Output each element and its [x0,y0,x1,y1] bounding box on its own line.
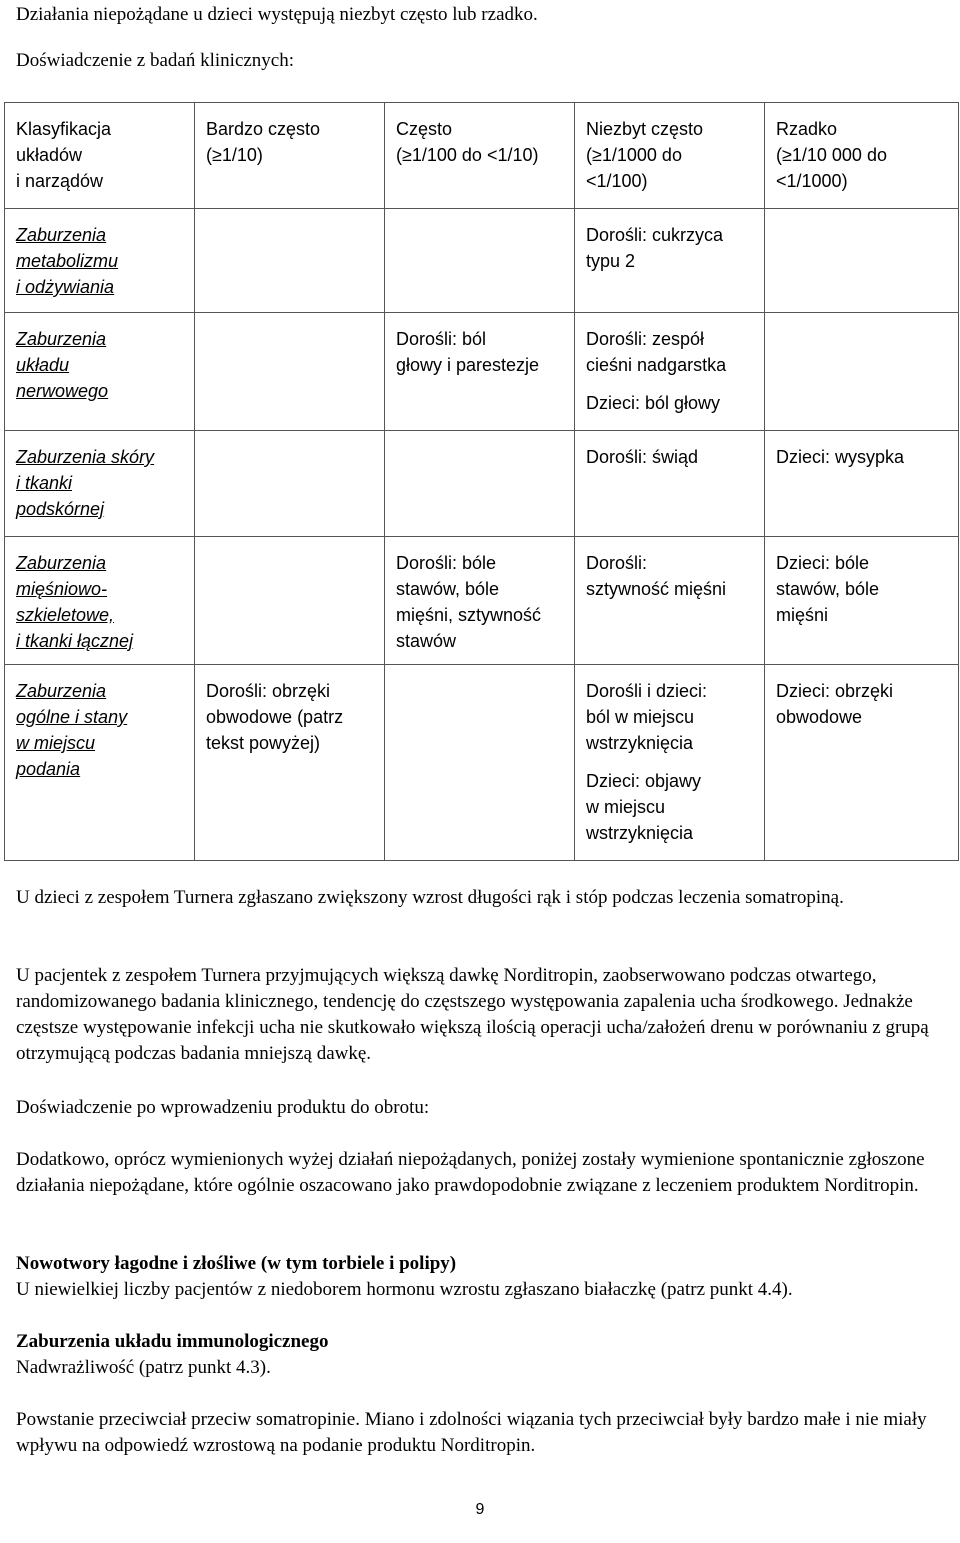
soc-cell: Zaburzenia układu nerwowego [5,313,195,431]
table-row [5,537,959,665]
neoplasms-heading: Nowotwory łagodne i złośliwe (w tym torbiele i polipy) [16,1253,457,1274]
rare-cell: Dzieci: bóle stawów, bóle mięśni [765,537,959,665]
common-cell: Dorośli: bóle stawów, bóle mięśni, sztywność stawów [385,537,575,665]
table-row [5,313,959,431]
very-common-cell [195,209,385,313]
very-common-cell [195,537,385,665]
adverse-reactions-table [4,102,959,861]
header-very-common: Bardzo często (≥1/10) [195,103,385,209]
common-cell [385,431,575,537]
common-cell: Dorośli: ból głowy i parestezje [385,313,575,431]
clinical-experience-heading: Doświadczenie z badań klinicznych: [16,50,295,71]
antibodies-paragraph: Powstanie przeciwciał przeciw somatropinie. Miano i zdolności wiązania tych przeciwciał były bardzo małe i nie miały wpływu na odpowiedź wzrostową na podanie produktu Norditropin. [16,1409,927,1456]
uncommon-cell: Dorośli: sztywność mięśni [575,537,765,665]
immune-text: Nadwrażliwość (patrz punkt 4.3). [16,1357,271,1378]
rare-cell: Dzieci: wysypka [765,431,959,537]
intro-text: Działania niepożądane u dzieci występują niezbyt często lub rzadko. [16,4,538,25]
uncommon-cell: Dorośli: zespół cieśni nadgarstka Dzieci: ból głowy [575,313,765,431]
common-cell [385,665,575,861]
header-common: Często (≥1/100 do <1/10) [385,103,575,209]
rare-cell: Dzieci: obrzęki obwodowe [765,665,959,861]
table-header-row [5,103,959,209]
soc-cell: Zaburzenia metabolizmu i odżywiania [5,209,195,313]
soc-cell: Zaburzenia ogólne i stany w miejscu podania [5,665,195,861]
table-row [5,431,959,537]
uncommon-cell: Dorośli i dzieci: ból w miejscu wstrzyknięcia Dzieci: objawy w miejscu wstrzyknięcia [575,665,765,861]
rare-cell [765,313,959,431]
immune-heading: Zaburzenia układu immunologicznego [16,1331,329,1352]
uncommon-cell: Dorośli: cukrzyca typu 2 [575,209,765,313]
table-row [5,665,959,861]
rare-cell [765,209,959,313]
header-rare: Rzadko (≥1/10 000 do <1/1000) [765,103,959,209]
very-common-cell [195,431,385,537]
soc-cell: Zaburzenia skóry i tkanki podskórnej [5,431,195,537]
very-common-cell: Dorośli: obrzęki obwodowe (patrz tekst powyżej) [195,665,385,861]
page-number: 9 [475,1501,485,1518]
postmarketing-heading: Doświadczenie po wprowadzeniu produktu do obrotu: [16,1097,430,1118]
turner-growth-paragraph: U dzieci z zespołem Turnera zgłaszano zwiększony wzrost długości rąk i stóp podczas leczenia somatropiną. [16,887,844,908]
soc-cell: Zaburzenia mięśniowo- szkieletowe, i tkanki łącznej [5,537,195,665]
common-cell [385,209,575,313]
neoplasms-text: U niewielkiej liczby pacjentów z niedoborem hormonu wzrostu zgłaszano białaczkę (patrz punkt 4.4). [16,1279,793,1300]
postmarketing-intro: Dodatkowo, oprócz wymienionych wyżej działań niepożądanych, poniżej zostały wymienione spontanicznie zgłoszone działania niepożądane, które ogólnie oszacowano jako prawdopodobnie związane z leczeniem produktem Norditropin. [16,1149,925,1196]
table-row [5,209,959,313]
uncommon-cell: Dorośli: świąd [575,431,765,537]
header-soc: Klasyfikacja układów i narządów [5,103,195,209]
header-uncommon: Niezbyt często (≥1/1000 do <1/100) [575,103,765,209]
very-common-cell [195,313,385,431]
turner-otitis-paragraph: U pacjentek z zespołem Turnera przyjmujących większą dawkę Norditropin, zaobserwowano podczas otwartego, randomizowanego badania klinicznego, tendencję do częstszego występowania zapalenia ucha środkowego. Jednakże częstsze występowanie infekcji ucha nie skutkowało większą ilością operacji ucha/założeń drenu w porównaniu z grupą otrzymującą podczas badania mniejszą dawkę. [16,965,929,1064]
